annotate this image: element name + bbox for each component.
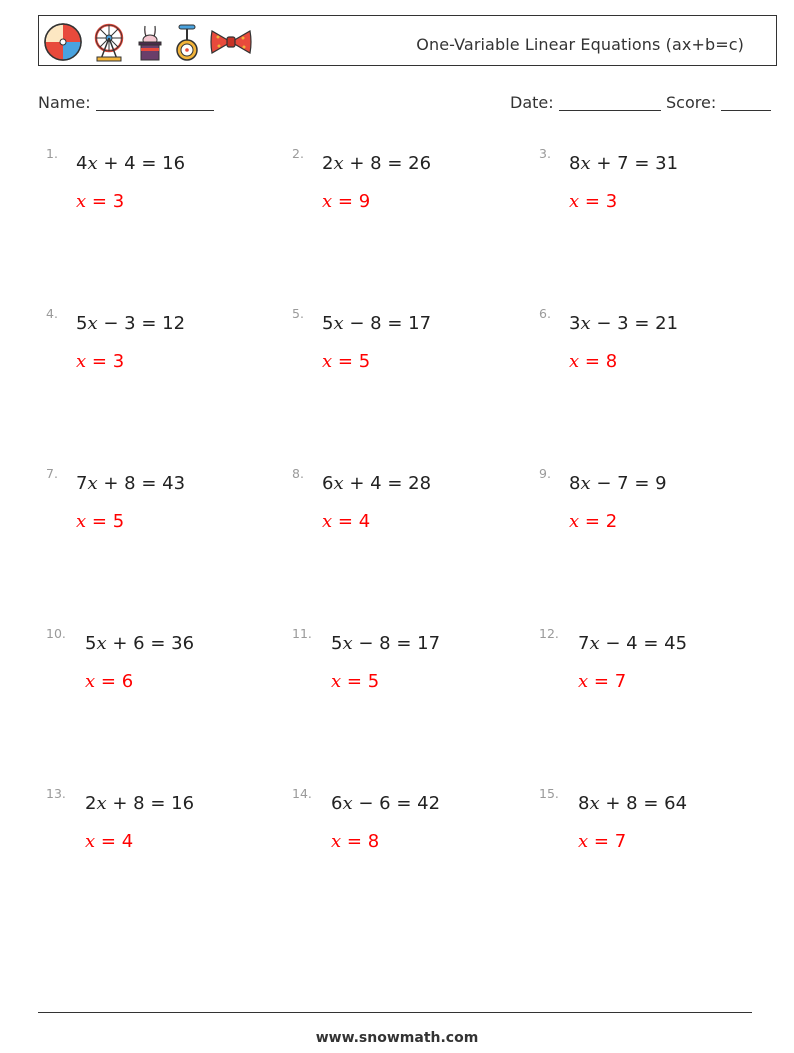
problem-item bbox=[46, 786, 286, 886]
problem-equation: 8x + 8 = 64 bbox=[578, 793, 688, 814]
coefficient: 5 bbox=[331, 633, 343, 654]
answer-value: 5 bbox=[367, 671, 380, 692]
operator: + bbox=[112, 633, 128, 654]
answer-variable: x bbox=[76, 511, 87, 532]
answer-value: 8 bbox=[367, 831, 380, 852]
problem-equation: 7x + 8 = 43 bbox=[76, 473, 186, 494]
problem-equation: 5x − 3 = 12 bbox=[76, 313, 186, 334]
operator: + bbox=[349, 153, 365, 174]
problem-item bbox=[46, 146, 286, 246]
coefficient: 5 bbox=[85, 633, 97, 654]
answer-value: 9 bbox=[358, 191, 371, 212]
constant: 7 bbox=[617, 153, 629, 174]
coefficient: 4 bbox=[76, 153, 88, 174]
answer-value: 3 bbox=[112, 191, 125, 212]
right-side: 12 bbox=[162, 313, 186, 334]
answer-variable: x bbox=[569, 191, 580, 212]
variable: x bbox=[333, 153, 344, 174]
problem-answer: x = 8 bbox=[331, 831, 380, 852]
score-line[interactable] bbox=[721, 93, 771, 111]
answer-value: 7 bbox=[614, 671, 627, 692]
problem-item bbox=[292, 466, 532, 566]
constant: 4 bbox=[626, 633, 638, 654]
answer-variable: x bbox=[569, 351, 580, 372]
constant: 8 bbox=[379, 633, 391, 654]
problem-item bbox=[292, 146, 532, 246]
problem-equation: 5x − 8 = 17 bbox=[331, 633, 441, 654]
constant: 6 bbox=[379, 793, 391, 814]
variable: x bbox=[96, 633, 107, 654]
problem-equation: 8x + 7 = 31 bbox=[569, 153, 679, 174]
right-side: 42 bbox=[417, 793, 441, 814]
problem-equation: 5x − 8 = 17 bbox=[322, 313, 432, 334]
answer-variable: x bbox=[331, 831, 342, 852]
problem-equation: 7x − 4 = 45 bbox=[578, 633, 688, 654]
worksheet-header bbox=[38, 15, 777, 66]
coefficient: 5 bbox=[76, 313, 88, 334]
problem-number: 13. bbox=[46, 786, 66, 801]
problem-answer: x = 6 bbox=[85, 671, 134, 692]
variable: x bbox=[87, 153, 98, 174]
variable: x bbox=[87, 313, 98, 334]
coefficient: 8 bbox=[569, 153, 581, 174]
problem-number: 7. bbox=[46, 466, 58, 481]
date-field[interactable] bbox=[510, 93, 661, 112]
operator: − bbox=[103, 313, 119, 334]
right-side: 26 bbox=[408, 153, 432, 174]
right-side: 17 bbox=[417, 633, 441, 654]
operator: + bbox=[349, 473, 365, 494]
ferris-wheel-icon bbox=[92, 22, 126, 62]
problem-answer: x = 5 bbox=[322, 351, 371, 372]
constant: 3 bbox=[617, 313, 629, 334]
problem-number: 14. bbox=[292, 786, 312, 801]
problem-equation: 3x − 3 = 21 bbox=[569, 313, 679, 334]
operator: − bbox=[349, 313, 365, 334]
variable: x bbox=[96, 793, 107, 814]
operator: − bbox=[596, 313, 612, 334]
answer-variable: x bbox=[85, 831, 96, 852]
coefficient: 7 bbox=[76, 473, 88, 494]
problem-answer: x = 5 bbox=[76, 511, 125, 532]
answer-value: 4 bbox=[358, 511, 371, 532]
coefficient: 2 bbox=[322, 153, 334, 174]
right-side: 21 bbox=[655, 313, 679, 334]
coefficient: 6 bbox=[322, 473, 334, 494]
right-side: 31 bbox=[655, 153, 679, 174]
answer-value: 3 bbox=[605, 191, 618, 212]
footer-website: www.snowmath.com bbox=[315, 1030, 479, 1046]
right-side: 16 bbox=[162, 153, 186, 174]
constant: 8 bbox=[133, 793, 145, 814]
problem-answer: x = 4 bbox=[85, 831, 134, 852]
problem-item bbox=[292, 306, 532, 406]
problem-number: 8. bbox=[292, 466, 304, 481]
constant: 8 bbox=[370, 153, 382, 174]
problem-answer: x = 4 bbox=[322, 511, 371, 532]
coefficient: 7 bbox=[578, 633, 590, 654]
beach-ball-icon bbox=[43, 22, 83, 62]
problem-equation: 2x + 8 = 26 bbox=[322, 153, 432, 174]
variable: x bbox=[333, 473, 344, 494]
problem-answer: x = 9 bbox=[322, 191, 371, 212]
operator: + bbox=[112, 793, 128, 814]
problem-item bbox=[539, 466, 779, 566]
right-side: 43 bbox=[162, 473, 186, 494]
right-side: 28 bbox=[408, 473, 432, 494]
problem-number: 4. bbox=[46, 306, 58, 321]
name-line[interactable] bbox=[96, 93, 214, 111]
operator: − bbox=[596, 473, 612, 494]
answer-variable: x bbox=[578, 831, 589, 852]
coefficient: 8 bbox=[569, 473, 581, 494]
coefficient: 2 bbox=[85, 793, 97, 814]
problem-item bbox=[46, 466, 286, 566]
problem-number: 1. bbox=[46, 146, 58, 161]
constant: 4 bbox=[124, 153, 136, 174]
problem-equation: 6x − 6 = 42 bbox=[331, 793, 441, 814]
constant: 8 bbox=[124, 473, 136, 494]
right-side: 36 bbox=[171, 633, 195, 654]
problem-equation: 2x + 8 = 16 bbox=[85, 793, 195, 814]
problem-item bbox=[539, 786, 779, 886]
answer-variable: x bbox=[76, 191, 87, 212]
variable: x bbox=[580, 153, 591, 174]
score-label: Score: bbox=[666, 93, 717, 112]
right-side: 45 bbox=[664, 633, 688, 654]
problem-number: 2. bbox=[292, 146, 304, 161]
operator: + bbox=[103, 153, 119, 174]
variable: x bbox=[580, 313, 591, 334]
right-side: 64 bbox=[664, 793, 688, 814]
variable: x bbox=[342, 633, 353, 654]
answer-value: 5 bbox=[358, 351, 371, 372]
right-side: 16 bbox=[171, 793, 195, 814]
problem-answer: x = 3 bbox=[76, 351, 125, 372]
bow-tie-icon bbox=[209, 22, 253, 62]
name-field[interactable] bbox=[38, 93, 214, 112]
constant: 7 bbox=[617, 473, 629, 494]
answer-value: 2 bbox=[605, 511, 618, 532]
problem-answer: x = 2 bbox=[569, 511, 618, 532]
problem-number: 11. bbox=[292, 626, 312, 641]
answer-variable: x bbox=[322, 511, 333, 532]
problem-answer: x = 5 bbox=[331, 671, 380, 692]
problem-number: 10. bbox=[46, 626, 66, 641]
variable: x bbox=[87, 473, 98, 494]
problem-item bbox=[292, 786, 532, 886]
problem-answer: x = 3 bbox=[76, 191, 125, 212]
answer-value: 4 bbox=[121, 831, 134, 852]
header-icons bbox=[43, 23, 253, 61]
operator: + bbox=[596, 153, 612, 174]
constant: 8 bbox=[370, 313, 382, 334]
operator: − bbox=[358, 793, 374, 814]
problem-number: 9. bbox=[539, 466, 551, 481]
answer-value: 5 bbox=[112, 511, 125, 532]
operator: + bbox=[605, 793, 621, 814]
problem-equation: 5x + 6 = 36 bbox=[85, 633, 195, 654]
problem-item bbox=[292, 626, 532, 726]
coefficient: 3 bbox=[569, 313, 581, 334]
answer-variable: x bbox=[569, 511, 580, 532]
problem-answer: x = 7 bbox=[578, 671, 627, 692]
operator: − bbox=[605, 633, 621, 654]
date-label: Date: bbox=[510, 93, 554, 112]
answer-value: 3 bbox=[112, 351, 125, 372]
problem-equation: 8x − 7 = 9 bbox=[569, 473, 667, 494]
coefficient: 5 bbox=[322, 313, 334, 334]
problem-item bbox=[539, 626, 779, 726]
answer-variable: x bbox=[322, 191, 333, 212]
problem-equation: 4x + 4 = 16 bbox=[76, 153, 186, 174]
answer-variable: x bbox=[76, 351, 87, 372]
worksheet-title: One-Variable Linear Equations (ax+b=c) bbox=[416, 35, 744, 54]
problem-answer: x = 7 bbox=[578, 831, 627, 852]
problem-number: 15. bbox=[539, 786, 559, 801]
date-line[interactable] bbox=[559, 93, 661, 111]
problem-equation: 6x + 4 = 28 bbox=[322, 473, 432, 494]
footer-divider bbox=[38, 1012, 752, 1013]
answer-value: 6 bbox=[121, 671, 134, 692]
variable: x bbox=[589, 793, 600, 814]
right-side: 17 bbox=[408, 313, 432, 334]
answer-variable: x bbox=[331, 671, 342, 692]
answer-variable: x bbox=[322, 351, 333, 372]
problem-number: 5. bbox=[292, 306, 304, 321]
variable: x bbox=[589, 633, 600, 654]
coefficient: 6 bbox=[331, 793, 343, 814]
name-label: Name: bbox=[38, 93, 91, 112]
problem-item bbox=[539, 306, 779, 406]
problem-answer: x = 3 bbox=[569, 191, 618, 212]
answer-value: 7 bbox=[614, 831, 627, 852]
constant: 6 bbox=[133, 633, 145, 654]
variable: x bbox=[342, 793, 353, 814]
variable: x bbox=[580, 473, 591, 494]
magic-hat-rabbit-icon bbox=[135, 22, 165, 62]
answer-variable: x bbox=[85, 671, 96, 692]
problem-number: 12. bbox=[539, 626, 559, 641]
answer-variable: x bbox=[578, 671, 589, 692]
problem-item bbox=[46, 306, 286, 406]
problem-number: 3. bbox=[539, 146, 551, 161]
operator: + bbox=[103, 473, 119, 494]
constant: 3 bbox=[124, 313, 136, 334]
variable: x bbox=[333, 313, 344, 334]
score-field[interactable] bbox=[666, 93, 771, 112]
problem-item bbox=[539, 146, 779, 246]
constant: 8 bbox=[626, 793, 638, 814]
right-side: 9 bbox=[655, 473, 667, 494]
coefficient: 8 bbox=[578, 793, 590, 814]
problem-number: 6. bbox=[539, 306, 551, 321]
answer-value: 8 bbox=[605, 351, 618, 372]
problem-item bbox=[46, 626, 286, 726]
operator: − bbox=[358, 633, 374, 654]
unicycle-icon bbox=[174, 22, 200, 62]
problem-answer: x = 8 bbox=[569, 351, 618, 372]
constant: 4 bbox=[370, 473, 382, 494]
